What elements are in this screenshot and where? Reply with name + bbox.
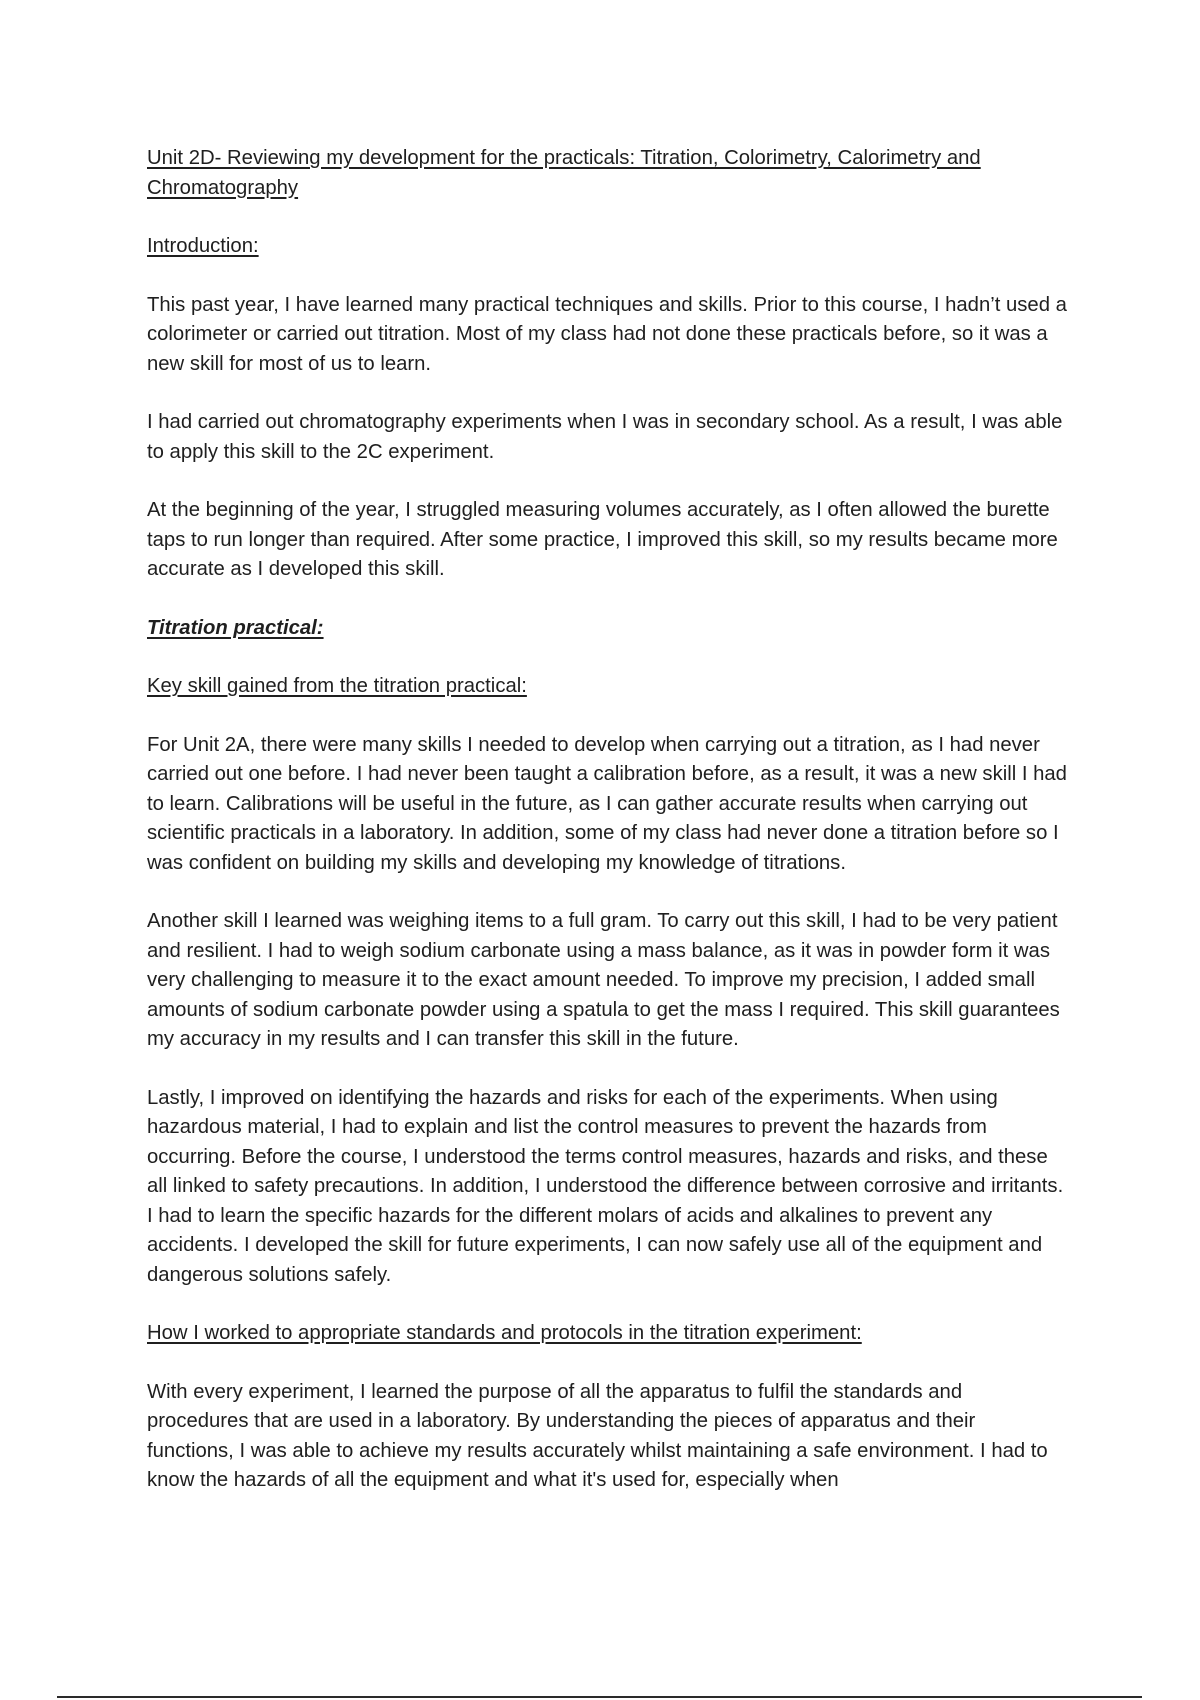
spacer <box>147 262 1067 291</box>
spacer <box>147 878 1067 907</box>
spacer <box>147 203 1067 232</box>
titration-paragraph-2: Another skill I learned was weighing items to a full gram. To carry out this skill, I had to be very patient and resilient. I had to weigh sodium carbonate using a mass balance, as it was in powder form it was very challenging to measure it to the exact amount needed. To improve my precision, I added small amounts of sodium carbonate powder using a spatula to get the mass I required. This skill guarantees my accuracy in my results and I can transfer this skill in the future. <box>147 910 1060 1050</box>
spacer <box>147 467 1067 496</box>
page-bottom-rule <box>57 1696 1142 1698</box>
document-title: Unit 2D- Reviewing my development for the practicals: Titration, Colorimetry, Calorimetry and Chromatography <box>147 147 981 199</box>
intro-paragraph-1: This past year, I have learned many practical techniques and skills. Prior to this course, I hadn’t used a colorimeter or carried out titration. Most of my class had not done these practicals before, so it was a new skill for most of us to learn. <box>147 293 1067 375</box>
standards-heading: How I worked to appropriate standards and protocols in the titration experiment: <box>147 1322 862 1344</box>
spacer <box>147 585 1067 614</box>
spacer <box>147 1290 1067 1319</box>
titration-paragraph-3: Lastly, I improved on identifying the hazards and risks for each of the experiments. When using hazardous material, I had to explain and list the control measures to prevent the hazards from occurring. Before the course, I understood the terms control measures, hazards and risks, and these all linked to safety precautions. In addition, I understood the difference between corrosive and irritants. I had to learn the specific hazards for the different molars of acids and alkalines to prevent any accidents. I developed the skill for future experiments, I can now safely use all of the equipment and dangerous solutions safely. <box>147 1086 1064 1286</box>
spacer <box>147 1055 1067 1084</box>
titration-paragraph-1: For Unit 2A, there were many skills I needed to develop when carrying out a titration, as I had never carried out one before. I had never been taught a calibration before, as a result, it was a new skill I had to learn. Calibrations will be useful in the future, as I can gather accurate results when carrying out scientific practicals in a laboratory. In addition, some of my class had never done a titration before so I was confident on building my skills and developing my knowledge of titrations. <box>147 733 1067 874</box>
titration-section-heading: Titration practical: <box>147 616 324 639</box>
document-page <box>147 144 1067 1496</box>
spacer <box>147 643 1067 672</box>
spacer <box>147 702 1067 731</box>
key-skill-heading: Key skill gained from the titration practical: <box>147 675 527 697</box>
intro-paragraph-3: At the beginning of the year, I struggled measuring volumes accurately, as I often allowed the burette taps to run longer than required. After some practice, I improved this skill, so my results became more accurate as I developed this skill. <box>147 499 1058 580</box>
standards-paragraph: With every experiment, I learned the purpose of all the apparatus to fulfil the standards and procedures that are used in a laboratory. By understanding the pieces of apparatus and their functions, I was able to achieve my results accurately whilst maintaining a safe environment. I had to know the hazards of all the equipment and what it's used for, especially when <box>147 1380 1048 1491</box>
spacer <box>147 1349 1067 1378</box>
introduction-heading: Introduction: <box>147 235 259 257</box>
intro-paragraph-2: I had carried out chromatography experiments when I was in secondary school. As a result, I was able to apply this skill to the 2C experiment. <box>147 411 1063 463</box>
spacer <box>147 379 1067 408</box>
